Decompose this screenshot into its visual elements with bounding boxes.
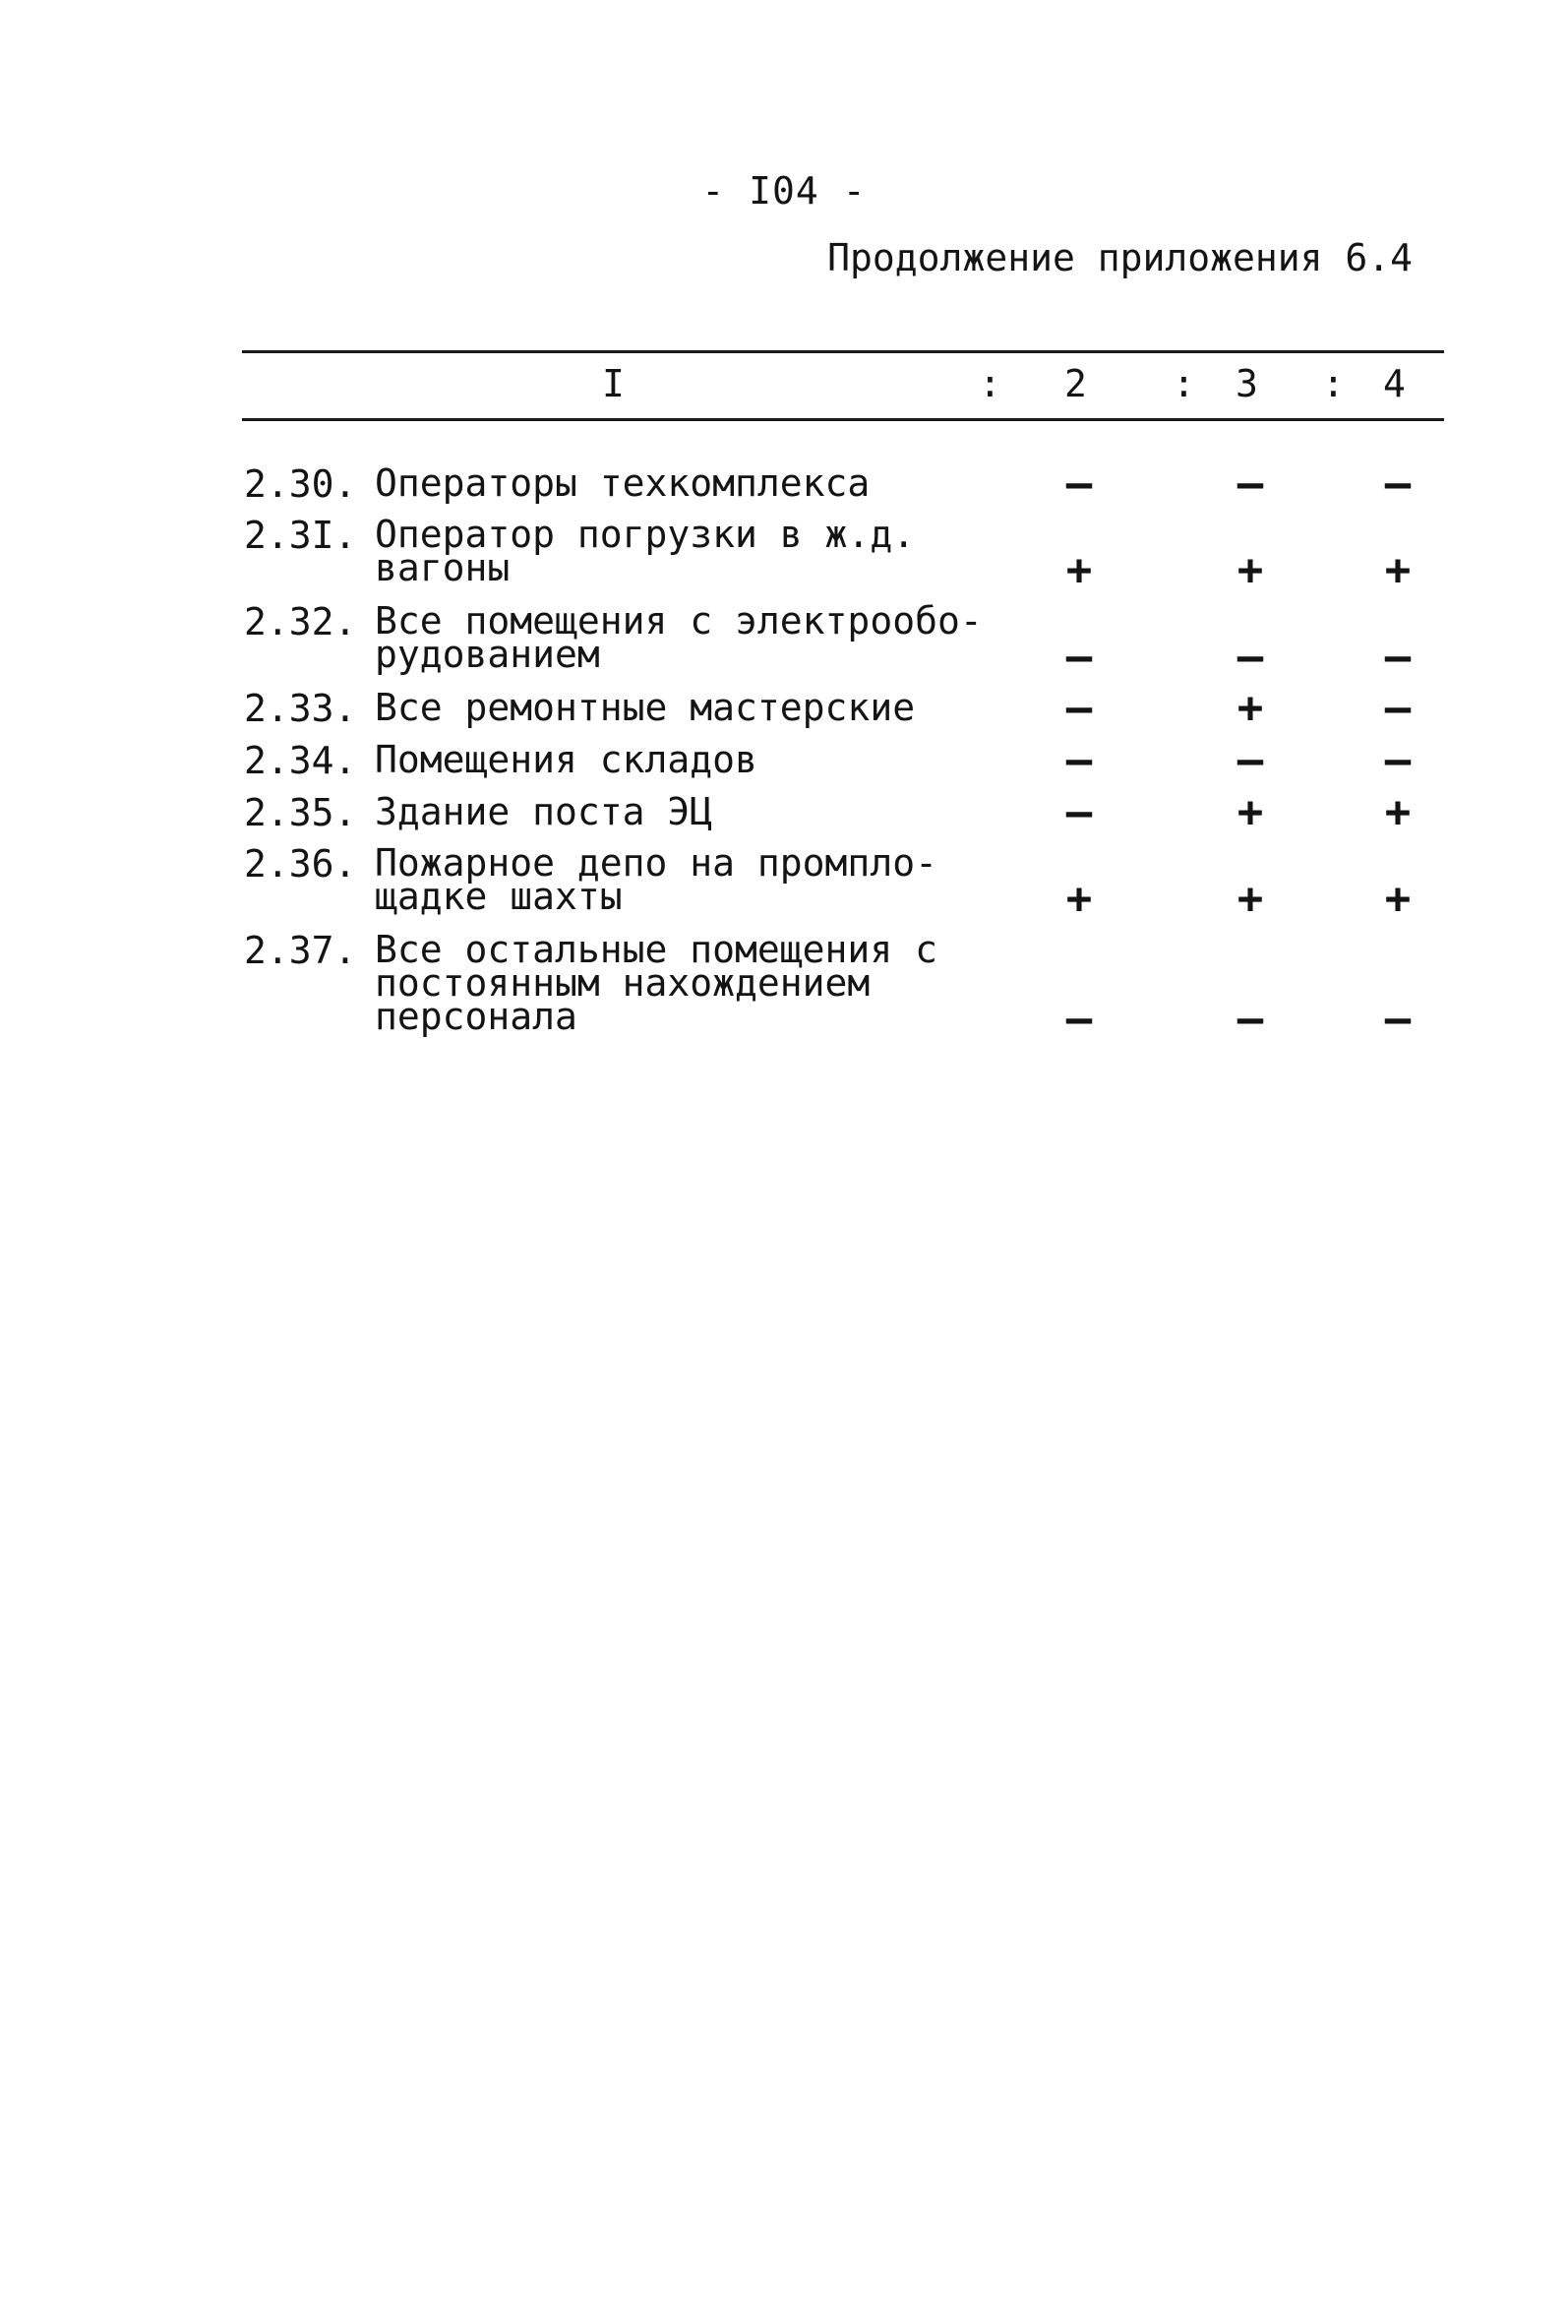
row-number: 2.3I. bbox=[244, 514, 357, 557]
row-mark-col-2: + bbox=[1065, 874, 1093, 924]
row-number: 2.32. bbox=[244, 600, 357, 643]
row-mark-col-2: – bbox=[1065, 735, 1093, 785]
row-mark-col-3: + bbox=[1236, 545, 1264, 595]
row-mark-col-4: – bbox=[1384, 735, 1412, 785]
row-mark-col-4: + bbox=[1384, 787, 1412, 837]
row-mark-col-2: – bbox=[1065, 459, 1093, 509]
row-text: Оператор погрузки в ж.д. вагоны bbox=[375, 513, 916, 589]
row-mark-col-4: – bbox=[1384, 632, 1412, 682]
row-mark-col-3: – bbox=[1236, 459, 1264, 509]
row-mark-col-3: + bbox=[1236, 874, 1264, 924]
row-text: Помещения складов bbox=[375, 738, 757, 781]
row-mark-col-3: + bbox=[1236, 787, 1264, 837]
row-mark-col-4: – bbox=[1384, 683, 1412, 733]
header-col-4: 4 bbox=[1383, 362, 1406, 405]
row-text: Пожарное депо на промпло- щадке шахты bbox=[375, 841, 937, 918]
row-text: Все ремонтные мастерские bbox=[375, 686, 916, 729]
row-text: Операторы техкомплекса bbox=[375, 461, 871, 505]
header-separator: : bbox=[979, 362, 1001, 405]
row-number: 2.35. bbox=[244, 791, 357, 834]
row-mark-col-4: + bbox=[1384, 545, 1412, 595]
header-col-3: 3 bbox=[1236, 362, 1258, 405]
row-mark-col-2: – bbox=[1065, 787, 1093, 837]
row-number: 2.37. bbox=[244, 929, 357, 972]
page-number: - I04 - bbox=[701, 169, 867, 213]
row-mark-col-2: – bbox=[1065, 632, 1093, 682]
row-mark-col-3: – bbox=[1236, 735, 1264, 785]
row-mark-col-3: + bbox=[1236, 683, 1264, 733]
row-mark-col-3: – bbox=[1236, 632, 1264, 682]
row-number: 2.33. bbox=[244, 687, 357, 730]
row-mark-col-4: + bbox=[1384, 874, 1412, 924]
row-text: Здание поста ЭЦ bbox=[375, 790, 713, 833]
continuation-caption: Продолжение приложения 6.4 bbox=[827, 236, 1413, 279]
row-mark-col-4: – bbox=[1384, 459, 1412, 509]
row-number: 2.30. bbox=[244, 462, 357, 506]
row-mark-col-2: – bbox=[1065, 683, 1093, 733]
row-mark-col-2: – bbox=[1065, 994, 1093, 1044]
row-text: Все остальные помещения с постоянным нахождением персонала bbox=[375, 928, 937, 1038]
header-separator: : bbox=[1322, 362, 1345, 405]
header-col-2: 2 bbox=[1064, 362, 1087, 405]
header-separator: : bbox=[1173, 362, 1195, 405]
row-mark-col-3: – bbox=[1236, 994, 1264, 1044]
row-mark-col-4: – bbox=[1384, 994, 1412, 1044]
header-col-1: I bbox=[602, 362, 625, 405]
row-number: 2.34. bbox=[244, 739, 357, 782]
table-header-rule bbox=[242, 418, 1444, 421]
row-text: Все помещения с электрообо- рудованием bbox=[375, 599, 983, 676]
row-number: 2.36. bbox=[244, 842, 357, 886]
table-top-rule bbox=[242, 350, 1444, 353]
row-mark-col-2: + bbox=[1065, 545, 1093, 595]
